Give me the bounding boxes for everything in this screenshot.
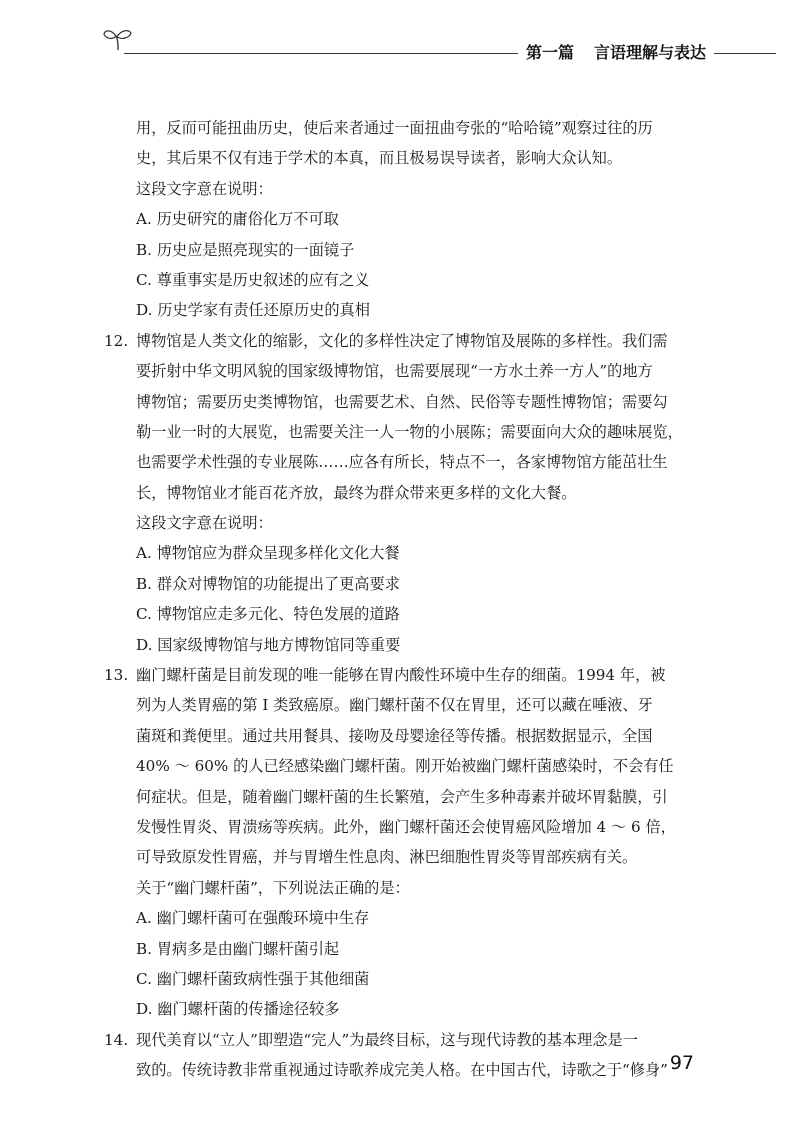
passage-line: 史，其后果不仅有违于学术的本真，而且极易误导读者，影响大众认知。: [136, 149, 622, 168]
option-d: D. 历史学家有责任还原历史的真相: [136, 301, 370, 320]
option-c: C. 尊重事实是历史叙述的应有之义: [136, 270, 370, 289]
question-number: 13.: [104, 666, 129, 685]
passage-line: 勒一业一时的大展览，也需要关注一人一物的小展陈；需要面向大众的趣味展览，: [136, 422, 683, 441]
passage-line: 也需要学术性强的专业展陈……应各有所长，特点不一，各家博物馆方能茁壮生: [136, 453, 668, 472]
question-continued: [104, 113, 700, 326]
question-13: [104, 660, 700, 1025]
question-14: [104, 1025, 700, 1086]
option-a: A. 历史研究的庸俗化万不可取: [136, 210, 339, 229]
passage-line: 列为人类胃癌的第 I 类致癌原。幽门螺杆菌不仅在胃里，还可以藏在唾液、牙: [136, 696, 653, 715]
question-prompt: 这段文字意在说明：: [136, 179, 273, 198]
option-c: C. 博物馆应走多元化、特色发展的道路: [136, 605, 400, 624]
question-number: 14.: [104, 1030, 129, 1049]
passage-line: 要折射中华文明风貌的国家级博物馆，也需要展现“一方水土养一方人”的地方: [136, 362, 653, 381]
passage-line: 长，博物馆业才能百花齐放，最终为群众带来更多样的文化大餐。: [136, 483, 577, 502]
passage-line: 发慢性胃炎、胃溃疡等疾病。此外，幽门螺杆菌还会使胃癌风险增加 4 ～ 6 倍，: [136, 817, 676, 836]
passage-line: 现代美育以“立人”即塑造“完人”为最终目标，这与现代诗教的基本理念是一: [136, 1030, 638, 1049]
page-content: [104, 113, 700, 1086]
chapter-name: 言语理解与表达: [593, 43, 706, 62]
option-a: A. 幽门螺杆菌可在强酸环境中生存: [136, 909, 370, 928]
option-d: D. 国家级博物馆与地方博物馆同等重要: [136, 635, 401, 654]
passage-line: 菌斑和粪便里。通过共用餐具、接吻及母婴途径等传播。根据数据显示，全国: [136, 726, 653, 745]
question-number: 12.: [104, 331, 129, 350]
passage-line: 博物馆；需要历史类博物馆，也需要艺术、自然、民俗等专题性博物馆；需要勾: [136, 392, 668, 411]
passage-line: 可导致原发性胃癌，并与胃增生性息肉、淋巴细胞性胃炎等胃部疾病有关。: [136, 848, 638, 867]
option-b: B. 胃病多是由幽门螺杆菌引起: [136, 939, 340, 958]
option-b: B. 群众对博物馆的功能提出了更高要求: [136, 574, 400, 593]
passage-line: 何症状。但是，随着幽门螺杆菌的生长繁殖，会产生多种毒素并破坏胃黏膜，引: [136, 787, 668, 806]
option-c: C. 幽门螺杆菌致病性强于其他细菌: [136, 969, 370, 988]
passage-line: 40% ～ 60% 的人已经感染幽门螺杆菌。刚开始被幽门螺杆菌感染时，不会有任: [136, 757, 674, 776]
question-prompt: 关于“幽门螺杆菌”，下列说法正确的是：: [136, 878, 410, 897]
passage-line: 博物馆是人类文化的缩影，文化的多样性决定了博物馆及展陈的多样性。我们需: [136, 331, 668, 350]
page-number: 97: [669, 1052, 694, 1074]
option-d: D. 幽门螺杆菌的传播途径较多: [136, 1000, 340, 1019]
passage-line: 致的。传统诗教非常重视通过诗歌养成完美人格。在中国古代，诗歌之于“修身”: [136, 1061, 668, 1080]
question-12: [104, 326, 700, 660]
question-prompt: 这段文字意在说明：: [136, 514, 273, 533]
page-header: [0, 0, 800, 70]
chapter-part: 第一篇: [525, 43, 574, 62]
passage-line: 幽门螺杆菌是目前发现的唯一能够在胃内酸性环境中生存的细菌。1994 年，被: [136, 666, 666, 685]
sprout-icon: [103, 26, 133, 52]
chapter-title: [518, 40, 714, 63]
option-a: A. 博物馆应为群众呈现多样化文化大餐: [136, 544, 400, 563]
option-b: B. 历史应是照亮现实的一面镜子: [136, 240, 355, 259]
passage-line: 用，反而可能扭曲历史，使后来者通过一面扭曲夸张的“哈哈镜”观察过往的历: [136, 119, 653, 137]
